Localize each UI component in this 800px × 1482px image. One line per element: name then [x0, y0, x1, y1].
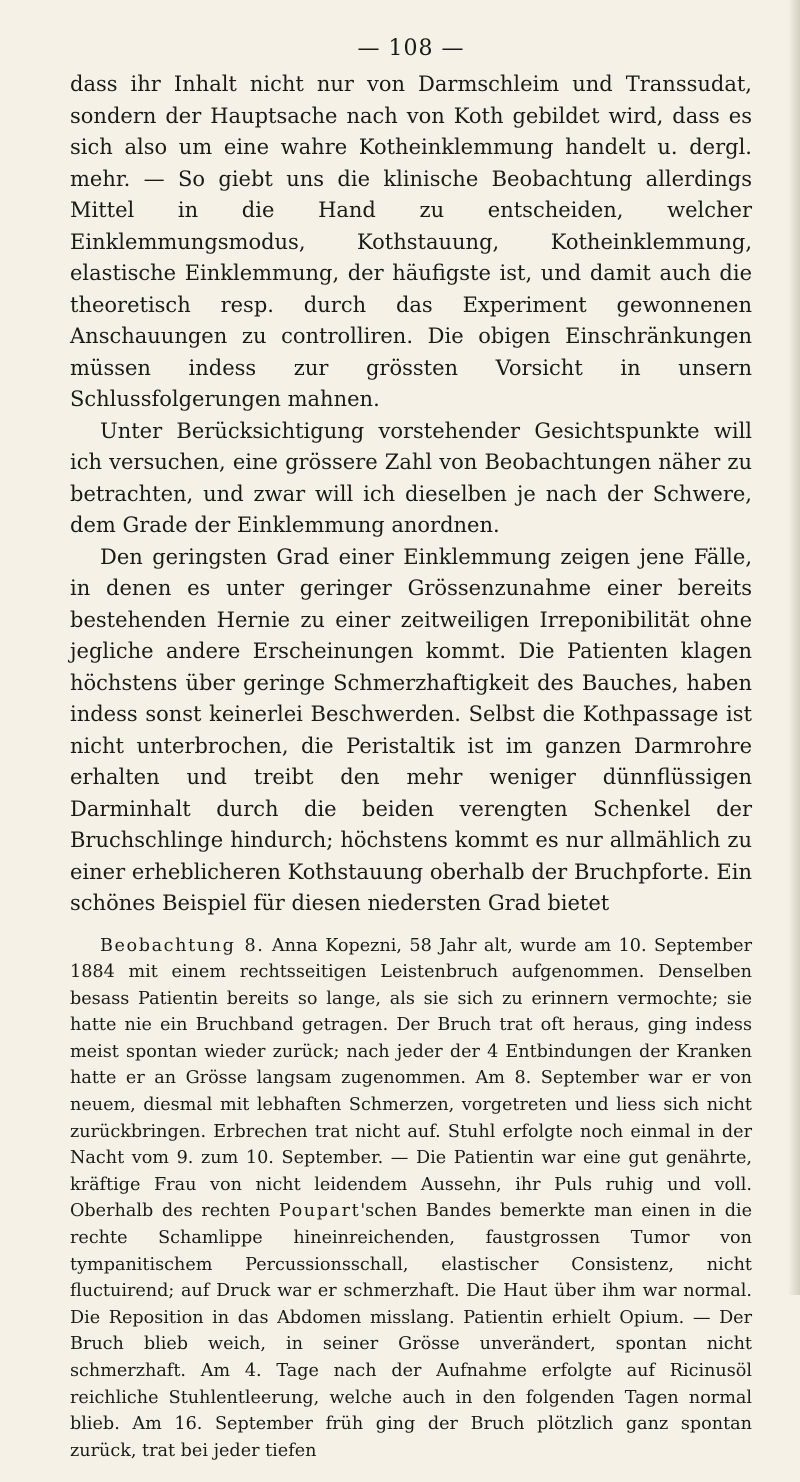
observation-text-continued: 'schen Bandes bemerkte man einen in die rechte Schamlippe hineinreichenden, faustgrossen Tumor von tympanitischem Percussionsschall, elastischer Consistenz, nicht fluctuirend; auf Druck war er schmerzhaft. Die Haut über ihm war normal. Die Reposition in das Abdomen misslang. Patientin erhielt Opium. — Der Bruch blieb weich, in seiner Grösse unverändert, spontan nicht schmerzhaft. Am 4. Tage nach der Aufnahme erfolgte auf Ricinusöl reichliche Stuhlentleerung, welche auch in den folgenden Tagen normal blieb. Am 16. September früh ging der Bruch plötzlich ganz spontan zurück, trat bei jeder tiefen [70, 1201, 752, 1461]
observation-heading: Beobachtung 8. [100, 935, 265, 956]
book-page [70, 36, 752, 1482]
observation-name-poupart: Poupart [278, 1201, 361, 1222]
observation-text: Anna Kopezni, 58 Jahr alt, wurde am 10. September 1884 mit einem rechtsseitigen Leistenbruch aufgenommen. Denselben besass Patientin bereits so lange, als sie sich zu erinnern vermochte; sie hatte nie ein Bruchband getragen. Der Bruch trat oft heraus, ging indess meist spontan wieder zurück; nach jeder der 4 Entbindungen der Kranken hatte er an Grösse langsam zugenommen. Am 8. September war er von neuem, diesmal mit lebhaften Schmerzen, vorgetreten und liess sich nicht zurückbringen. Erbrechen trat nicht auf. Stuhl erfolgte noch einmal in der Nacht vom 9. zum 10. September. — Die Patientin war eine gut genährte, kräftige Frau von nicht leidendem Aussehn, ihr Puls ruhig und voll. Oberhalb des rechten [70, 935, 752, 1222]
paragraph-3: Den geringsten Grad einer Einklemmung zeigen jene Fälle, in denen es unter geringer Grössenzunahme einer bereits bestehenden Hernie zu einer zeitweiligen Irreponibilität ohne jegliche andere Erscheinungen kommt. Die Patienten klagen höchstens über geringe Schmerzhaftigkeit des Bauches, haben indess sonst keinerlei Beschwerden. Selbst die Kothpassage ist nicht unterbrochen, die Peristaltik ist im ganzen Darmrohre erhalten und treibt den mehr weniger dünnflüssigen Darminhalt durch die beiden verengten Schenkel der Bruchschlinge hindurch; höchstens kommt es nur allmählich zu einer erheblicheren Kothstauung oberhalb der Bruchpforte. Ein schönes Beispiel für diesen niedersten Grad bietet [70, 544, 752, 915]
page-number: — 108 — [357, 36, 465, 61]
page-edge-shadow [788, 0, 800, 1295]
paragraph-2: Unter Berücksichtigung vorstehender Gesichtspunkte will ich versuchen, eine grössere Zahl von Beobachtungen näher zu betrachten, und zwar will ich dieselben je nach der Schwere, dem Grade der Einklemmung anordnen. [70, 418, 752, 537]
paragraph-1: dass ihr Inhalt nicht nur von Darmschleim und Transsudat, sondern der Hauptsache nach von Koth gebildet wird, dass es sich also um eine wahre Kotheinklemmung handelt u. dergl. mehr. — So giebt uns die klinische Beobachtung allerdings Mittel in die Hand zu entscheiden, welcher Einklemmungsmodus, Kothstauung, Kotheinklemmung, elastische Einklemmung, der häufigste ist, und damit auch die theoretisch resp. durch das Experiment gewonnenen Anschauungen zu controlliren. Die obigen Einschränkungen müssen indess zur grössten Vorsicht in unsern Schlussfolgerungen mahnen. [70, 72, 752, 411]
observation-block [70, 933, 752, 1465]
